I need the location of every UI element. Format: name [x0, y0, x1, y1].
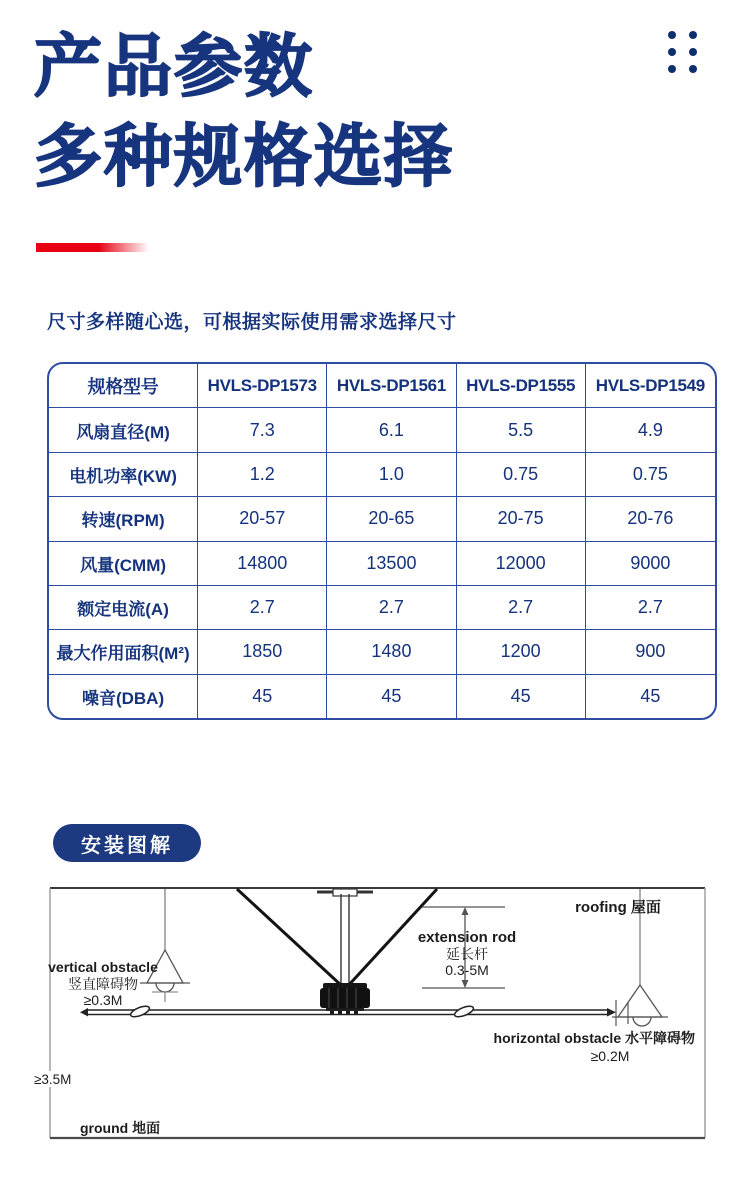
vertical-obstacle-label-zh: 竖直障碍物: [68, 976, 138, 992]
dot: [668, 65, 676, 73]
section-subtitle: 尺寸多样随心选，可根据实际使用需求选择尺寸: [47, 312, 457, 333]
dim-arrow-up: [462, 907, 469, 915]
dot: [668, 31, 676, 39]
dim-arrow-down: [462, 980, 469, 988]
row-label: 电机功率(KW): [49, 453, 198, 496]
install-diagram-button[interactable]: 安装图解: [53, 824, 201, 862]
dot: [689, 31, 697, 39]
page-title-line1: 产品参数: [34, 29, 315, 105]
table-row-noise: [49, 675, 715, 718]
col-header-dp1555: HVLS-DP1555: [457, 364, 586, 407]
ground-label: ground 地面: [80, 1120, 161, 1136]
cell-value: 12000: [457, 542, 586, 585]
guy-wire-left: [237, 889, 343, 987]
table-row-coverage-area: [49, 630, 715, 674]
cell-value: 7.3: [198, 408, 327, 451]
cell-value: 45: [198, 675, 327, 718]
cell-value: 2.7: [198, 586, 327, 629]
dot: [689, 48, 697, 56]
right-obstacle-triangle: [618, 985, 662, 1017]
hub-bolt: [330, 1011, 334, 1014]
installation-diagram: [30, 880, 730, 1150]
cell-value: 45: [640, 685, 661, 706]
extension-rod-label-en: extension rod: [417, 929, 517, 946]
dots-decoration-icon: [668, 31, 702, 77]
mount-bracket: [333, 889, 357, 896]
cell-value: 1200: [457, 630, 586, 673]
cell-value: 45: [327, 675, 456, 718]
hub-bolt: [338, 1011, 342, 1014]
page-title-line2: 多种规格选择: [34, 119, 455, 195]
vertical-obstacle-label-en: vertical obstacle: [48, 959, 158, 975]
blade-winglet-left: [129, 1004, 151, 1019]
cell-value: 5.5: [457, 408, 586, 451]
cell-value: 4.9: [637, 419, 663, 440]
vertical-obstacle-value: ≥0.3M: [83, 992, 123, 1008]
cell-value: 2.7: [457, 586, 586, 629]
ground-clearance-label: ≥3.5M: [34, 1072, 72, 1087]
col-header-dp1549: HVLS-DP1549: [595, 375, 705, 395]
col-header-dp1561: HVLS-DP1561: [327, 364, 456, 407]
row-label: 噪音(DBA): [49, 675, 198, 718]
blade-winglet-right: [453, 1004, 475, 1019]
hub-bolt: [346, 1011, 350, 1014]
col-header-dp1573: HVLS-DP1573: [198, 364, 327, 407]
cell-value: 2.7: [637, 597, 663, 618]
cell-value: 0.75: [457, 453, 586, 496]
table-row-current: [49, 586, 715, 630]
blade-right-tip: [607, 1008, 616, 1017]
extension-rod-label-zh: 延长杆: [446, 946, 488, 962]
cell-value: 20-65: [327, 497, 456, 540]
table-row-airflow: [49, 542, 715, 586]
left-obstacle-bell: [156, 983, 174, 992]
cell-value: 1.0: [327, 453, 456, 496]
extension-rod-range-label: 0.3-5M: [445, 962, 489, 978]
cell-value: 45: [457, 675, 586, 718]
cell-value: 0.75: [632, 463, 668, 484]
cell-value: 900: [635, 641, 666, 662]
row-label: 额定电流(A): [49, 586, 198, 629]
row-label: 转速(RPM): [49, 497, 198, 540]
col-header-model: 规格型号: [49, 364, 198, 407]
blade-left-tip: [80, 1008, 88, 1017]
cell-value: 6.1: [327, 408, 456, 451]
table-header-row: [49, 364, 715, 408]
motor-body: [320, 988, 370, 1008]
hub-bolt: [354, 1011, 358, 1014]
cell-value: 2.7: [327, 586, 456, 629]
row-label: 最大作用面积(M²): [49, 630, 198, 673]
roofing-label: roofing 屋面: [575, 899, 661, 916]
cell-value: 9000: [630, 552, 671, 573]
cell-value: 1.2: [198, 453, 327, 496]
red-accent-bar: [36, 243, 149, 252]
horizontal-obstacle-label: horizontal obstacle 水平障碍物: [493, 1030, 695, 1046]
dot: [668, 48, 676, 56]
row-label: 风扇直径(M): [49, 408, 198, 451]
cell-value: 20-57: [198, 497, 327, 540]
cell-value: 1480: [327, 630, 456, 673]
dot: [689, 65, 697, 73]
table-row-rpm: [49, 497, 715, 541]
cell-value: 1850: [198, 630, 327, 673]
horizontal-obstacle-value: ≥0.2M: [590, 1048, 630, 1064]
cell-value: 14800: [198, 542, 327, 585]
table-row-diameter: [49, 408, 715, 452]
row-label: 风量(CMM): [49, 542, 198, 585]
cell-value: 13500: [327, 542, 456, 585]
cell-value: 20-76: [627, 508, 674, 529]
right-obstacle-bell: [633, 1017, 651, 1026]
spec-table: [47, 362, 717, 720]
cell-value: 20-75: [457, 497, 586, 540]
table-row-motor-power: [49, 453, 715, 497]
